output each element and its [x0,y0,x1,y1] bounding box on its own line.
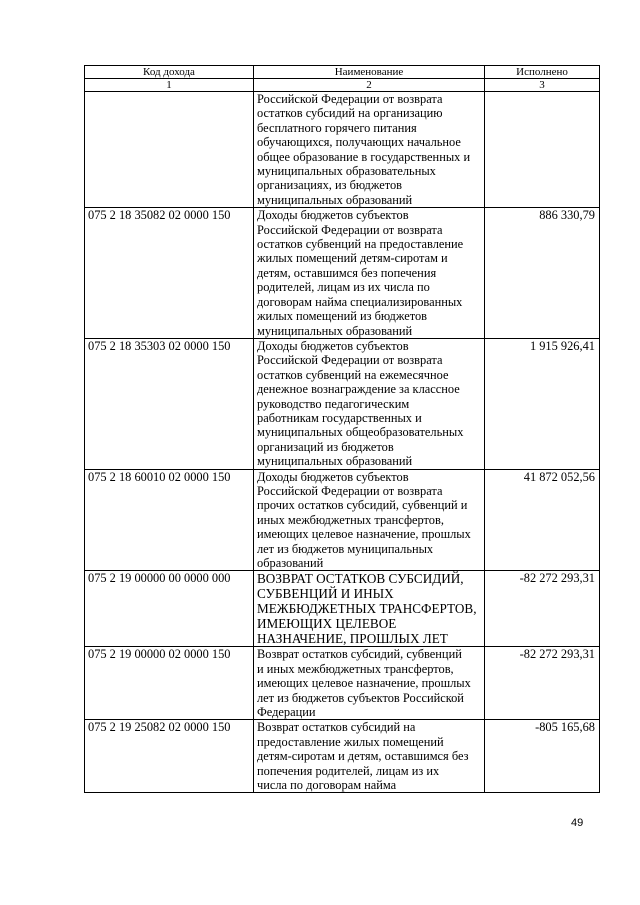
executed-amount: 1 915 926,41 [485,338,600,469]
header-income-code: Код дохода [85,66,254,79]
table-row [85,720,600,793]
header-name: Наименование [254,66,485,79]
income-code: 075 2 19 00000 00 0000 000 [85,571,254,647]
income-code [85,92,254,208]
table-header-row [85,66,600,79]
column-number-2: 2 [254,79,485,92]
table-row [85,571,600,647]
table-row [85,208,600,339]
income-name: Возврат остатков субсидий, субвенций и иных межбюджетных трансфертов, имеющих целевое назначение, прошлых лет из бюджетов субъектов Российской Федерации [254,647,485,720]
income-code: 075 2 19 25082 02 0000 150 [85,720,254,793]
income-name: Доходы бюджетов субъектов Российской Федерации от возврата прочих остатков субсидий, субвенций и иных межбюджетных трансфертов, имеющих целевое назначение, прошлых лет из бюджетов муниципальных образований [254,469,485,571]
table-row [85,92,600,208]
income-code: 075 2 18 35303 02 0000 150 [85,338,254,469]
executed-amount: 886 330,79 [485,208,600,339]
income-name: ВОЗВРАТ ОСТАТКОВ СУБСИДИЙ, СУБВЕНЦИЙ И ИНЫХ МЕЖБЮДЖЕТНЫХ ТРАНСФЕРТОВ, ИМЕЮЩИХ ЦЕЛЕВОЕ НАЗНАЧЕНИЕ, ПРОШЛЫХ ЛЕТ [254,571,485,647]
income-name: Доходы бюджетов субъектов Российской Федерации от возврата остатков субвенций на ежемесячное денежное вознаграждение за классное руководство педагогическим работникам государственных и муниципальных общеобразовательных организаций из бюджетов муниципальных образований [254,338,485,469]
income-code: 075 2 18 60010 02 0000 150 [85,469,254,571]
income-code: 075 2 18 35082 02 0000 150 [85,208,254,339]
executed-amount [485,92,600,208]
table-row [85,338,600,469]
header-executed: Исполнено [485,66,600,79]
income-code: 075 2 19 00000 02 0000 150 [85,647,254,720]
executed-amount: -805 165,68 [485,720,600,793]
executed-amount: 41 872 052,56 [485,469,600,571]
budget-revenue-table [84,65,600,793]
executed-amount: -82 272 293,31 [485,647,600,720]
table-row [85,647,600,720]
column-number-1: 1 [85,79,254,92]
table-row [85,469,600,571]
column-number-row [85,79,600,92]
income-name: Возврат остатков субсидий на предоставление жилых помещений детям-сиротам и детям, оставшимся без попечения родителей, лицам из их числа по договорам найма [254,720,485,793]
page-number: 49 [571,817,584,829]
income-name: Российской Федерации от возврата остатков субсидий на организацию бесплатного горячего питания обучающихся, получающих начальное общее образование в государственных и муниципальных образовательных организациях, из бюджетов муниципальных образований [254,92,485,208]
executed-amount: -82 272 293,31 [485,571,600,647]
income-name: Доходы бюджетов субъектов Российской Федерации от возврата остатков субвенций на предоставление жилых помещений детям-сиротам и детям, оставшимся без попечения родителей, лицам из их числа по договорам найма специализированных жилых помещений из бюджетов муниципальных образований [254,208,485,339]
column-number-3: 3 [485,79,600,92]
